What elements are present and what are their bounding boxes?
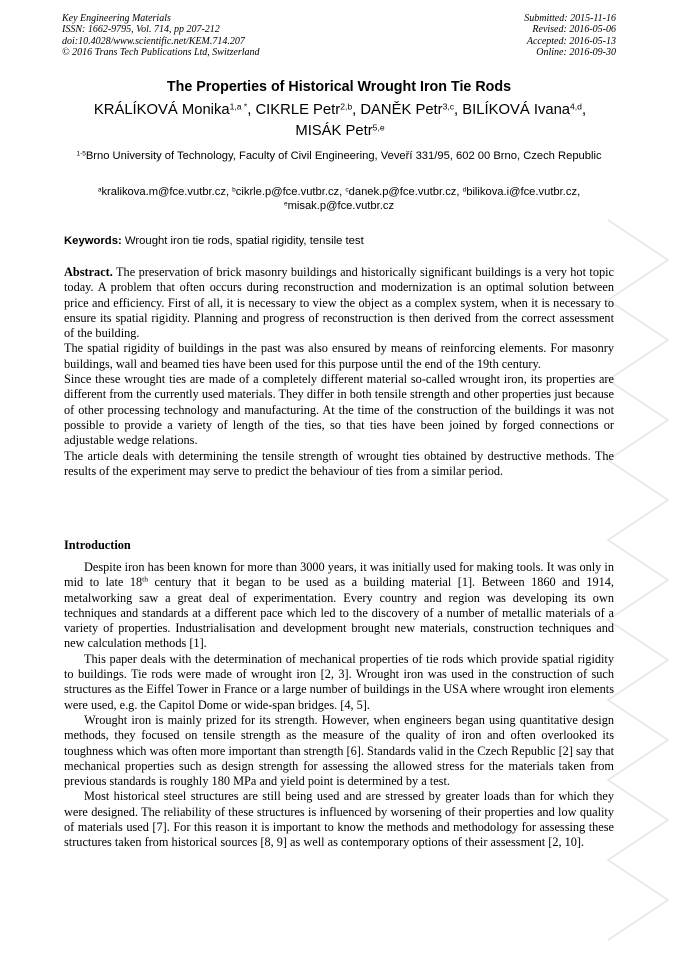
author-name: KRÁLÍKOVÁ Monika (93, 102, 230, 118)
email-mark: e (283, 200, 288, 208)
author-affiliation-mark: 1,a * (229, 101, 248, 112)
body-paragraph: Wrought iron is mainly prized for its strength. However, when engineers began using quantitative design methods, they focused on tensile strength as the measure of the quality of iron and often overlooked its toughness which was often more important than strength [6]. Standards valid in the Czech Republic [2] say that mechanical properties such as design strength for assessing the allowed stress for the materials taken from previous standards is roughly 180 MPa and yield point is determined by a test. (64, 712, 614, 789)
email-link[interactable]: cikrle.p@fce.vutbr.cz (235, 186, 340, 198)
abstract-paragraph (64, 265, 614, 341)
body-paragraph: This paper deals with the determination of mechanical properties of tie rods which provide spatial rigidity to buildings. Tie rods were made of wrought iron [2, 3]. Wrought iron was used in the construction of such structures as the Eiffel Tower in France or a large number of buildings in the USA where wrought iron elements were used, e.g. the Capitol Dome or wide-span bridges. [4, 5]. (64, 651, 614, 712)
author-affiliation-mark: 4,d (570, 101, 582, 112)
author-name: CIKRLE Petr (255, 102, 341, 118)
author-name: DANĚK Petr (360, 102, 443, 118)
abstract-section (64, 265, 614, 479)
author-affiliation-mark: 2,b (340, 101, 353, 112)
author-affiliation-mark: 5,e (372, 122, 385, 133)
affiliation (64, 149, 614, 163)
issn-line: ISSN: 1662-9795, Vol. 714, pp 207-212 (62, 24, 220, 36)
abstract-paragraph: Since these wrought ties are made of a completely different material so-called wrought iron, its properties are different from the currently used materials. They differ in both tensile strength and other properties just because of other processing technology and manufacturing. At the time of the construction of the buildings it was not possible to provide a variety of length of the ties, so that ties have been joined by forged connections or adjustable wedge relations. (64, 372, 614, 448)
body-paragraph: Most historical steel structures are still being used and are stressed by greater loads than for which they were designed. The reliability of these structures is influenced by worsening of their properties and low quality of materials used [7]. For this reason it is important to know the methods and methodology for assessing these structures taken from historical sources [8, 9] as well as contemporary options of their assessment [2, 10]. (64, 789, 614, 850)
paper-title: The Properties of Historical Wrought Iron Tie Rods (166, 79, 512, 95)
email-mark: a (97, 186, 102, 194)
introduction-body (64, 560, 614, 851)
body-text: century that it began to be used as a building material [1]. Between 1860 and 1914, metalworking saw a great deal of experimentation. Every country and region was developing its own techniques and standards at a different pace which led to the discovery of a number of metallic materials of a variety of properties. Industrialisation and development brought new materials, construction techniques and new calculation methods [1]. (64, 575, 614, 651)
email-link[interactable]: kralikova.m@fce.vutbr.cz (101, 186, 226, 198)
journal-name: Key Engineering Materials (62, 13, 171, 24)
publication-dates (524, 13, 616, 59)
author-name: MISÁK Petr (295, 123, 373, 139)
abstract-paragraph: The spatial rigidity of buildings in the past was also ensured by means of reinforcing elements. For masonry buildings, wall and beamed ties have been used for this purpose until the end of the 19th century. (64, 341, 614, 371)
email-mark: d (462, 186, 467, 194)
online-date: Online: 2016-09-30 (536, 47, 616, 59)
email-mark: b (232, 186, 236, 194)
abstract-text: The preservation of brick masonry buildings and historically significant buildings is a very hot topic today. A problem that often occurs during reconstruction and modernization is an optimal solution between price and efficiency. First of all, it is necessary to view the object as a complex system, when it is necessary to ensure its spatial rigidity. Planning and progress of reconstruction is then derived from the correct assessment of the building. (64, 265, 614, 341)
ordinal-suffix: th (142, 574, 149, 584)
section-heading: Introduction (64, 538, 131, 552)
body-text: Despite iron has been known for more than 3000 years, it was initially used for making tools. It was only in mid to late 18 (64, 560, 614, 590)
email-link[interactable]: danek.p@fce.vutbr.cz (348, 186, 457, 198)
accepted-date: Accepted: 2016-05-13 (526, 35, 616, 47)
email-link[interactable]: bilikova.i@fce.vutbr.cz (466, 186, 578, 198)
affiliation-mark: 1-5 (76, 150, 86, 158)
email-list: $^a$kralikova.m@fce.vutbr.cz, $^b$cikrle.p@fce.vutbr.cz, $^c$danek.p@fce.vutbr.cz, $^d$bilikova.i@fce.vutbr.cz, $^e$misak.p@fce.vutbr.cz (97, 186, 581, 212)
keywords-text: Wrought iron tie rods, spatial rigidity, tensile test (124, 235, 364, 247)
author-affiliation-mark: 3,c (442, 101, 455, 112)
author-list: KRÁLÍKOVÁ Monika$^{1,a *}$, CIKRLE Petr$^{2,b}$, DANĚK Petr$^{3,c}$, BILÍKOVÁ Ivana$^{4,d}$, MISÁK Petr$^{5,e}$ (93, 101, 587, 139)
affiliation-text: Brno University of Technology, Faculty of Civil Engineering, Veveří 331/95, 602 00 Brno, Czech Republic (85, 150, 602, 162)
copyright-line: © 2016 Trans Tech Publications Ltd, Switzerland (62, 47, 260, 59)
journal-info (62, 13, 260, 59)
keywords-label: Keywords: (64, 235, 122, 247)
email-mark: c (345, 186, 349, 194)
abstract-label: Abstract. (64, 265, 113, 279)
keywords (64, 235, 616, 247)
revised-date: Revised: 2016-05-06 (532, 24, 616, 36)
submitted-date: Submitted: 2015-11-16 (524, 13, 616, 24)
body-paragraph (64, 560, 614, 652)
author-name: BILÍKOVÁ Ivana (462, 102, 571, 118)
doi-line: doi:10.4028/www.scientific.net/KEM.714.207 (62, 35, 245, 47)
abstract-paragraph: The article deals with determining the tensile strength of wrought ties obtained by destructive methods. The results of the experiment may serve to predict the behaviour of ties from a similar period. (64, 448, 614, 478)
email-link[interactable]: misak.p@fce.vutbr.cz (287, 200, 395, 212)
